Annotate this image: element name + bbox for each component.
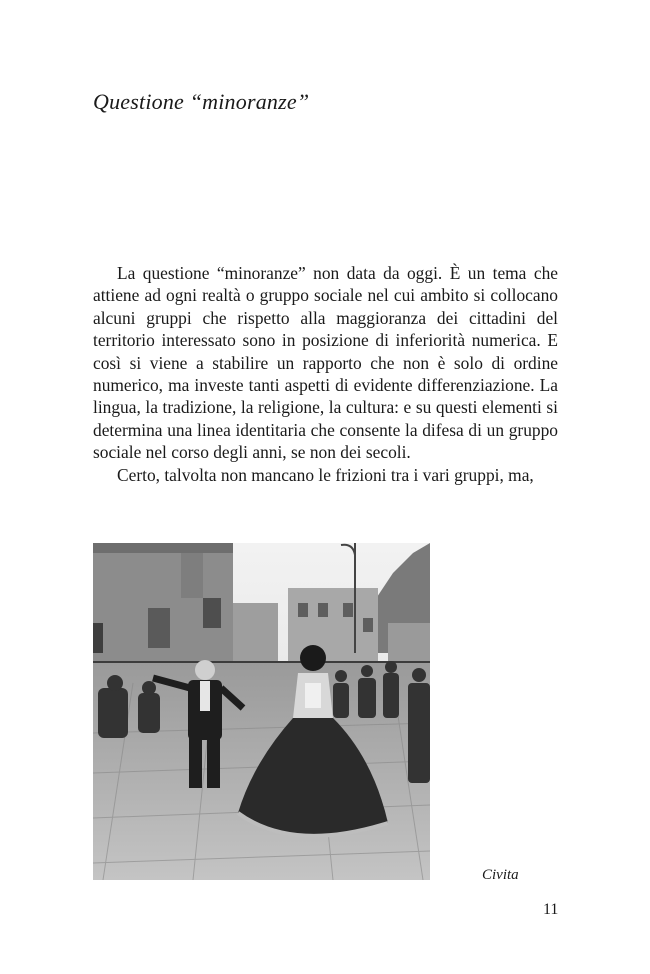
paragraph-1: La questione “minoranze” non data da oggi. È un tema che attiene ad ogni realtà o gruppo sociale nel cui ambito si collocano alcuni gruppi che rispetto alla maggioranza dei cittadini del territorio interessato sono in posizione di inferiorità numerica. E così si viene a stabilire un rapporto che non è solo di ordine numerico, ma investe tanti aspetti di evidente differenziazione. La lingua, la tradizione, la religione, la cultura: e su questi elementi si determina una linea identitaria che consente la difesa di un gruppo sociale nel corso degli anni, se non dei secoli.: [93, 263, 558, 463]
photo-folk-dance: [93, 543, 430, 880]
paragraph-2: Certo, talvolta non mancano le frizioni tra i vari gruppi, ma,: [117, 464, 534, 485]
section-title: Questione “minoranze”: [93, 89, 310, 114]
body-text: [93, 262, 558, 486]
figure-caption: Civita: [482, 867, 519, 883]
page-number: 11: [543, 901, 559, 918]
